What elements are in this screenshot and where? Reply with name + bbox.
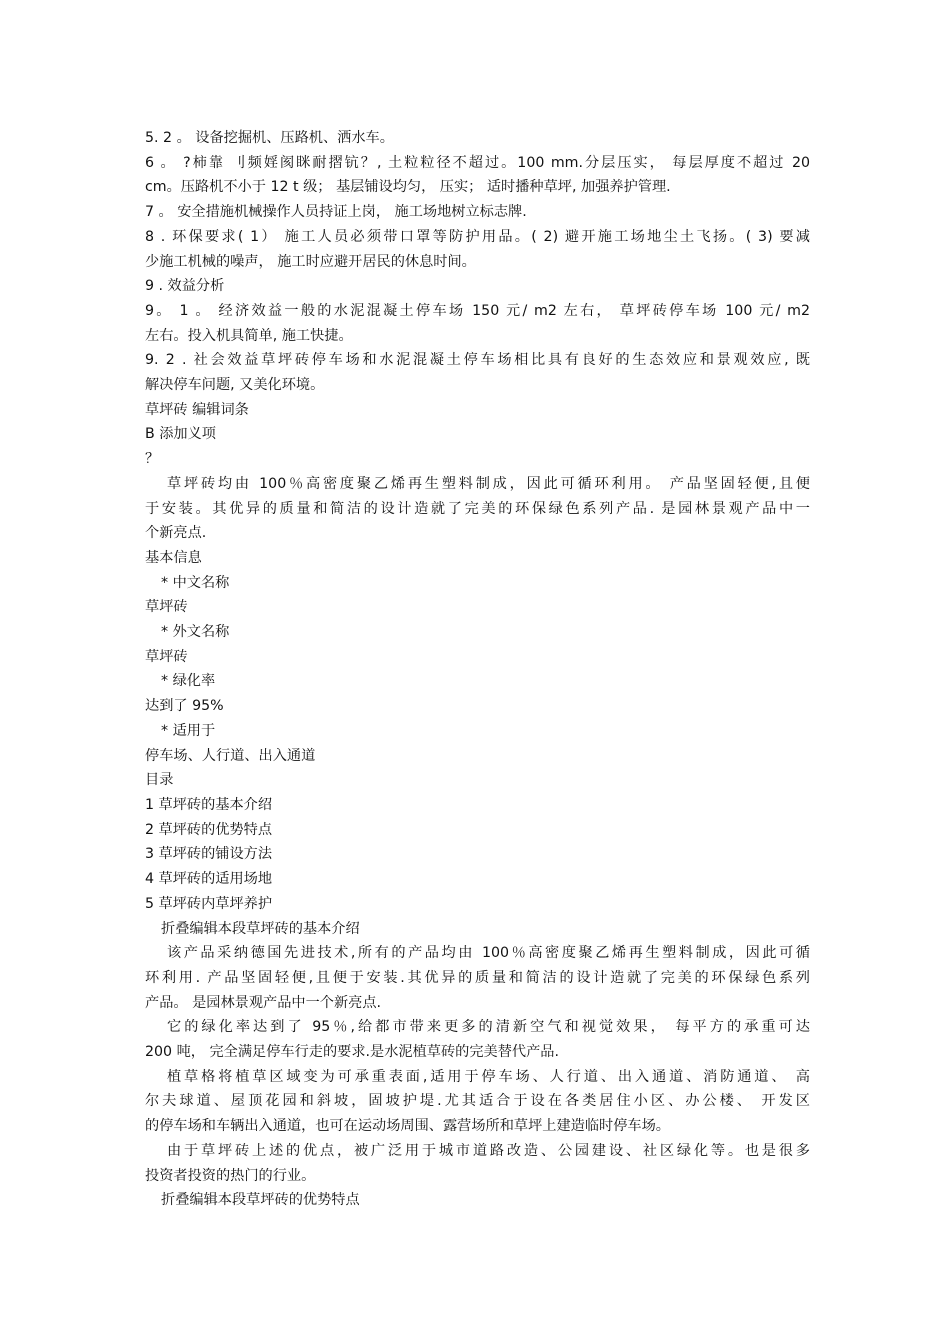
info-label-foreign-name: * 外文名称 — [161, 624, 230, 641]
toc-item-1[interactable]: 1 草坪砖的基本介绍 — [145, 796, 273, 813]
toc-item-2[interactable]: 2 草坪砖的优势特点 — [145, 821, 273, 838]
info-value-applicable: 停车场、人行道、出入通道 — [145, 747, 316, 764]
text-line: 解决停车问题, 又美化环境。 — [145, 377, 325, 394]
text-line: 9. 2 . 社会效益草坪砖停车场和水泥混凝土停车场相比具有良好的生态效应和景观效应, 既 — [145, 352, 810, 369]
toc-item-4[interactable]: 4 草坪砖的适用场地 — [145, 871, 273, 888]
text-line: 7 。 安全措施机械操作人员持证上岗， 施工场地树立标志牌. — [145, 204, 527, 221]
basic-info-heading: 基本信息 — [145, 549, 202, 566]
body-line: 植草格将植草区域变为可承重表面,适用于停车场、人行道、出入通道、消防通道、 高 — [167, 1068, 810, 1085]
info-value-chinese-name: 草坪砖 — [145, 599, 188, 616]
toc-heading: 目录 — [145, 772, 174, 789]
entry-title: 草坪砖 编辑词条 — [145, 401, 249, 418]
intro-paragraph-line: 于安装。其优异的质量和简洁的设计造就了完美的环保绿色系列产品. 是园林景观产品中一 — [145, 500, 810, 517]
text-line: 5. 2 。 设备挖掘机、压路机、洒水车。 — [145, 130, 394, 146]
text-line: 左右。投入机具简单, 施工快捷。 — [145, 327, 353, 344]
info-value-foreign-name: 草坪砖 — [145, 648, 188, 665]
text-line: 8 . 环保要求( 1） 施工人员必须带口罩等防护用品。( 2) 避开施工场地尘土飞扬。( 3) 要减 — [145, 228, 810, 245]
section-heading-intro: 折叠编辑本段草坪砖的基本介绍 — [161, 920, 360, 937]
placeholder-mark: ？ — [145, 451, 160, 468]
body-line: 200 吨， 完全满足停车行走的要求.是水泥植草砖的完美替代产品. — [145, 1044, 559, 1061]
body-line: 尔夫球道、屋顶花园和斜坡，固坡护堤.尤其适合于设在各类居住小区、办公楼、 开发区 — [145, 1093, 810, 1110]
text-line: 6 。 ?柿靠 刂频婬阂眯耐摺钪？, 土粒粒径不超过。100 mm.分层压实， 每层厚度不超过 20 — [145, 154, 810, 171]
info-value-green-rate: 达到了 95% — [145, 698, 224, 715]
body-line: 该产品采纳德国先进技术,所有的产品均由 100％高密度聚乙烯再生塑料制成，因此可循 — [167, 945, 810, 962]
intro-paragraph-line: 草坪砖均由 100％高密度聚乙烯再生塑料制成，因此可循环利用。 产品坚固轻便,且便 — [167, 475, 810, 492]
toc-item-3[interactable]: 3 草坪砖的铺设方法 — [145, 846, 273, 863]
body-line: 环利用. 产品坚固轻便,且便于安装.其优异的质量和简洁的设计造就了完美的环保绿色系列 — [145, 969, 810, 986]
document-body — [145, 126, 810, 1213]
body-line: 的停车场和车辆出入通道，也可在运动场周围、露营场所和草坪上建造临时停车场。 — [145, 1118, 670, 1135]
text-line: cm。压路机不小于 12 t 级； 基层铺设均匀， 压实； 适时播种草坪, 加强养护管理. — [145, 179, 671, 196]
body-line: 它的绿化率达到了 95％,给都市带来更多的清新空气和视觉效果， 每平方的承重可达 — [167, 1019, 810, 1036]
body-line: 投资者投资的热门的行业。 — [145, 1167, 316, 1184]
toc-item-5[interactable]: 5 草坪砖内草坪养护 — [145, 895, 273, 912]
section-heading-advantages: 折叠编辑本段草坪砖的优势特点 — [161, 1192, 360, 1209]
info-label-green-rate: * 绿化率 — [161, 673, 216, 690]
body-line: 产品。 是园林景观产品中一个新亮点. — [145, 994, 382, 1011]
text-line: 9。 1 。 经济效益一般的水泥混凝土停车场 150 元/ m2 左右， 草坪砖停车场 100 元/ m2 — [145, 302, 810, 319]
info-label-applicable: * 适用于 — [161, 722, 216, 739]
text-line: 少施工机械的噪声， 施工时应避开居民的休息时间。 — [145, 253, 476, 270]
body-line: 由于草坪砖上述的优点，被广泛用于城市道路改造、公园建设、社区绿化等。也是很多 — [167, 1142, 810, 1159]
intro-paragraph-line: 个新亮点. — [145, 525, 207, 542]
section-heading: 9 . 效益分析 — [145, 278, 225, 295]
add-meaning-link[interactable]: B 添加义项 — [145, 426, 216, 443]
info-label-chinese-name: * 中文名称 — [161, 574, 230, 591]
